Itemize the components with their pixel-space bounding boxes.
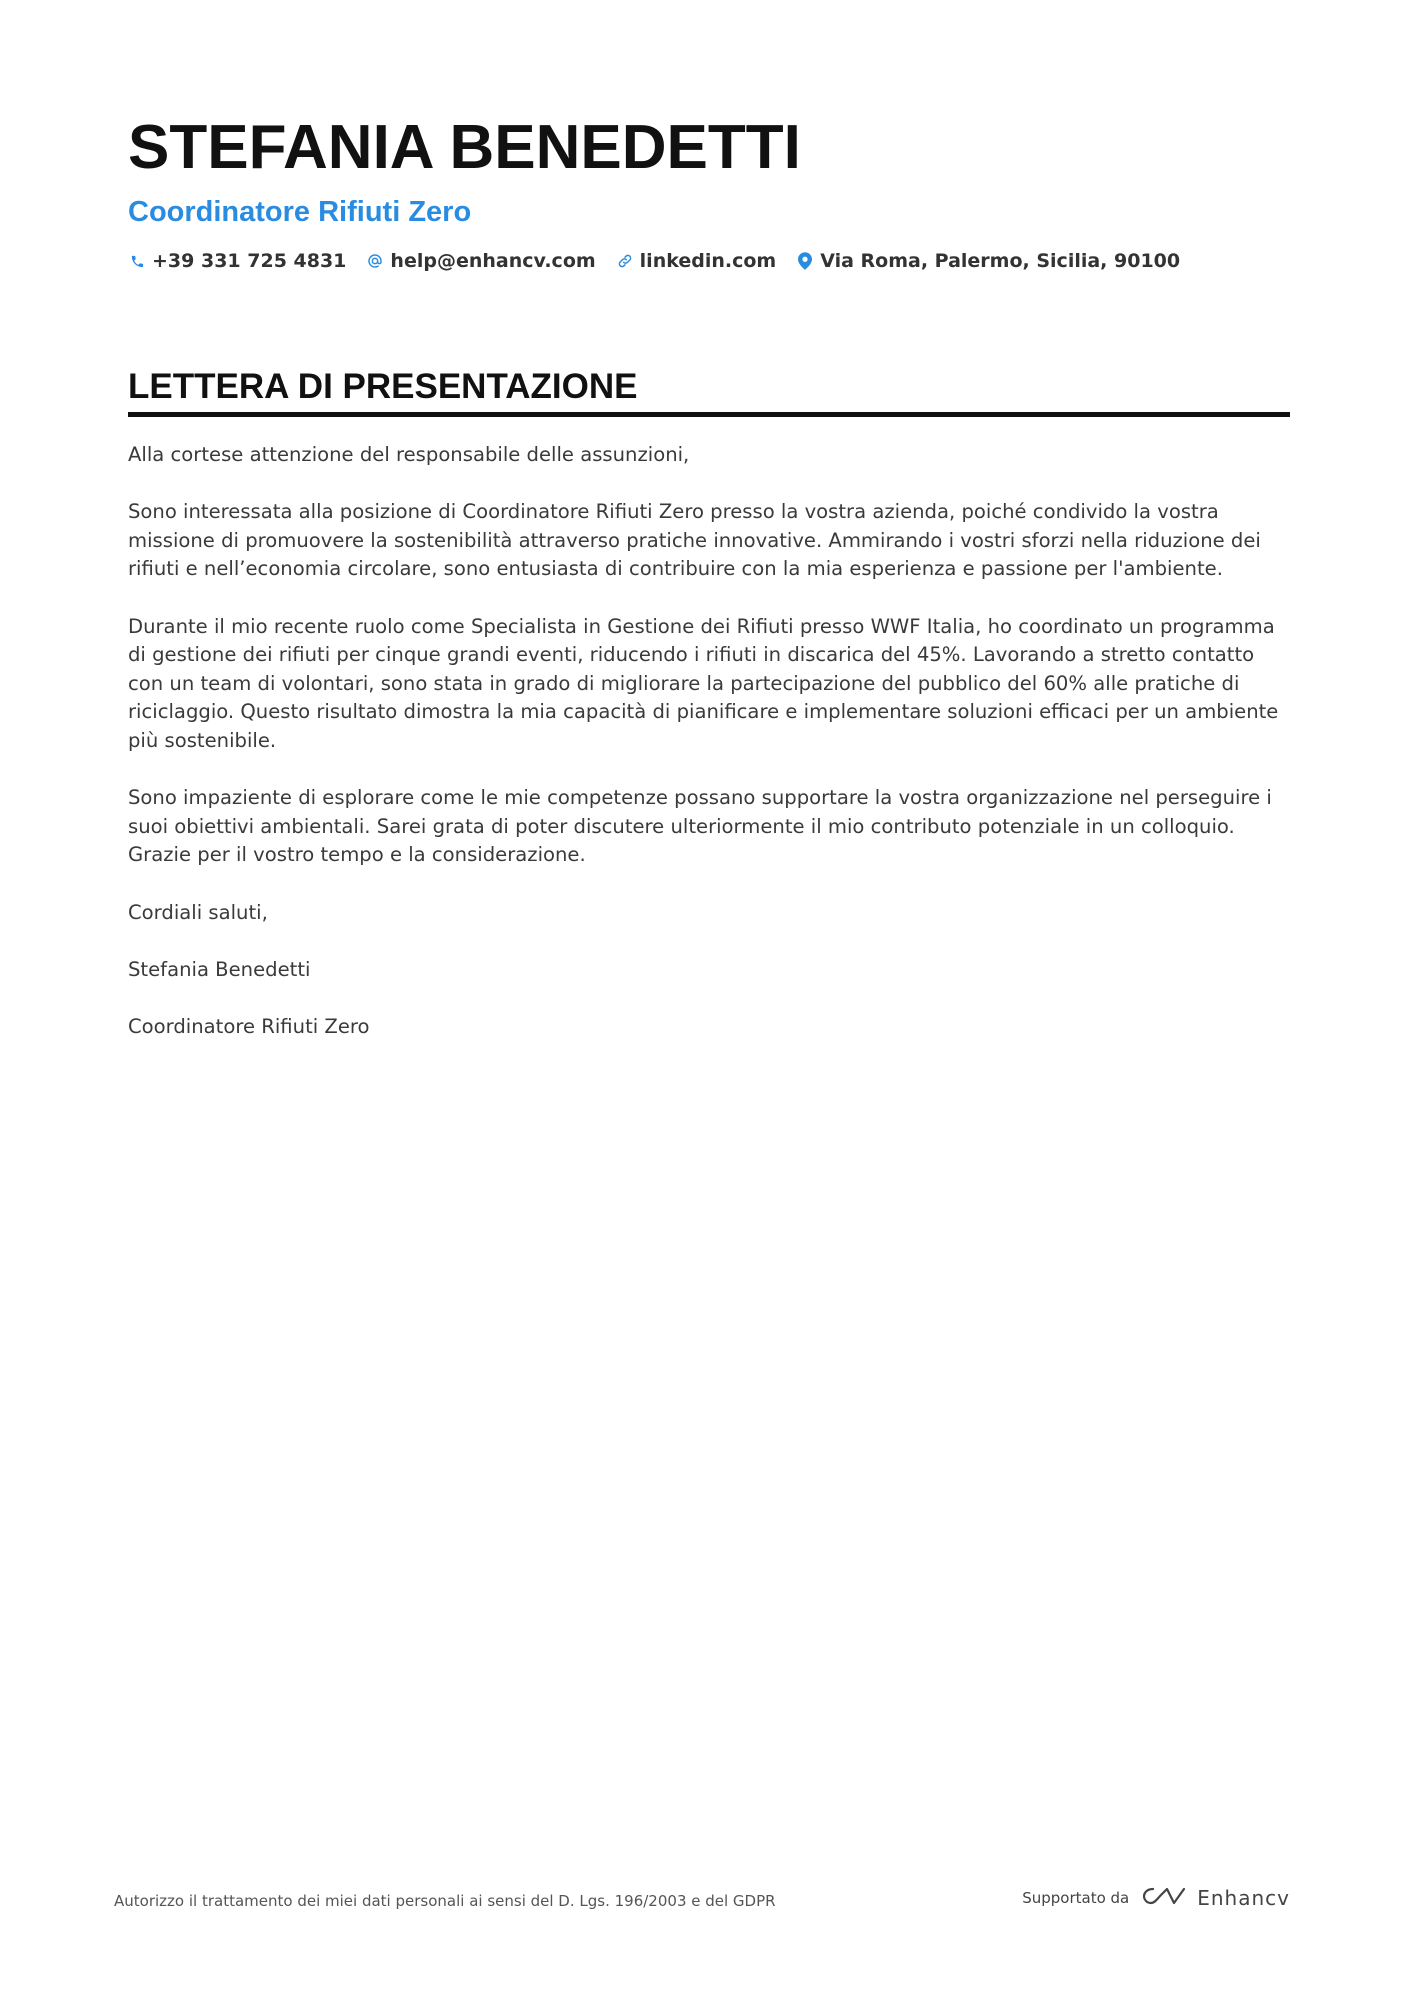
brand-name: Enhancv [1197,1886,1290,1910]
contact-email-text[interactable]: help@enhancv.com [390,250,596,272]
candidate-name: STEFANIA BENEDETTI [128,113,801,182]
signature-role: Coordinatore Rifiuti Zero [128,1014,370,1038]
at-icon [366,251,384,271]
contact-email [366,250,595,272]
powered-by-label: Supportato da [1022,1889,1130,1907]
letter-paragraph: Durante il mio recente ruolo come Specialista in Gestione dei Rifiuti presso WWF Italia, ho coordinato un programma di gestione dei rifiuti per cinque grandi eventi, riducendo i rifiuti in discarica del 45%. Lavorando a stretto contatto con un team di volontari, sono stata in grado di migliorare la partecipazione del pubblico del 60% alle pratiche di riciclaggio. Questo risultato dimostra la mia capacità di pianificare e implementare soluzioni efficaci per un ambiente più sostenibile. [128,614,1279,752]
contact-phone-text[interactable]: +39 331 725 4831 [152,250,347,272]
cover-letter-section [128,366,1290,1070]
location-pin-icon [796,251,814,271]
section-title: LETTERA DI PRESENTAZIONE [128,366,1290,417]
letter-closing: Cordiali saluti, [128,900,268,924]
contact-linkedin [616,250,777,272]
signature-name: Stefania Benedetti [128,957,311,981]
contact-location-text: Via Roma, Palermo, Sicilia, 90100 [820,250,1181,272]
candidate-role: Coordinatore Rifiuti Zero [128,196,472,228]
header [128,112,1288,272]
privacy-consent: Autorizzo il trattamento dei miei dati personali ai sensi del D. Lgs. 196/2003 e del GDPR [114,1892,776,1910]
contact-bar [128,250,1288,272]
letter-paragraph: Sono interessata alla posizione di Coordinatore Rifiuti Zero presso la vostra azienda, poiché condivido la vostra missione di promuovere la sostenibilità attraverso pratiche innovative. Ammirando i vostri sforzi nella riduzione dei rifiuti e nell’economia circolare, sono entusiasta di contribuire con la mia esperienza e passione per l'ambiente. [128,500,1261,581]
contact-location [796,250,1180,272]
phone-icon [128,251,146,271]
contact-phone [128,250,346,272]
footer [114,1884,1290,1924]
contact-linkedin-text[interactable]: linkedin.com [639,250,777,272]
link-icon [616,251,634,271]
letter-paragraph: Sono impaziente di esplorare come le mie competenze possano supportare la vostra organizzazione nel perseguire i suoi obiettivi ambientali. Sarei grata di poter discutere ulteriormente il mio contributo potenziale in un colloquio. Grazie per il vostro tempo e la considerazione. [128,786,1272,867]
enhancv-logo-icon [1141,1884,1187,1912]
powered-by[interactable] [1022,1884,1290,1912]
letter-greeting: Alla cortese attenzione del responsabile delle assunzioni, [128,443,690,466]
letter-body [128,441,1290,1041]
